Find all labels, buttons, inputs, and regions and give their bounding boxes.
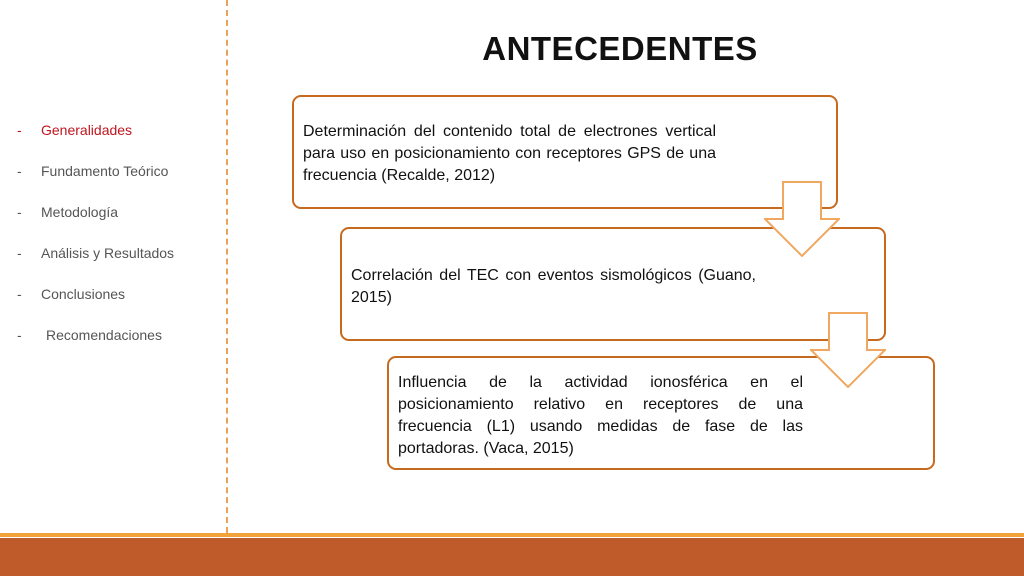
- nav-item-analisis-resultados[interactable]: [17, 245, 174, 286]
- sidebar-nav: [17, 122, 174, 368]
- antecedent-box-recalde: [292, 95, 838, 209]
- nav-label: Análisis y Resultados: [41, 245, 175, 261]
- footer-accent-line: [0, 533, 1024, 537]
- antecedent-text: Determinación del contenido total de electrones vertical para uso en posicionamiento con receptores GPS de una frecuencia (Recalde, 2012): [303, 123, 716, 184]
- nav-dash: -: [17, 163, 22, 179]
- nav-dash: -: [17, 204, 22, 220]
- nav-item-fundamento-teorico[interactable]: [17, 163, 174, 204]
- nav-item-generalidades[interactable]: [17, 122, 174, 163]
- down-arrow-icon: [810, 312, 886, 388]
- nav-dash: -: [17, 122, 22, 138]
- down-arrow-icon: [764, 181, 840, 257]
- nav-dash: -: [17, 245, 22, 261]
- nav-dash: -: [17, 286, 22, 302]
- nav-item-metodologia[interactable]: [17, 204, 174, 245]
- nav-dash: -: [17, 327, 22, 343]
- nav-label: Conclusiones: [41, 286, 126, 302]
- nav-item-conclusiones[interactable]: [17, 286, 174, 327]
- nav-label: Fundamento Teórico: [41, 163, 169, 179]
- nav-label: Metodología: [41, 204, 119, 220]
- nav-label: Generalidades: [41, 122, 133, 138]
- page-title: ANTECEDENTES: [482, 30, 758, 67]
- nav-label: Recomendaciones: [46, 327, 162, 343]
- nav-item-recomendaciones[interactable]: [17, 327, 174, 368]
- vertical-divider: [226, 0, 228, 533]
- antecedent-text: Correlación del TEC con eventos sismológicos (Guano, 2015): [351, 267, 756, 306]
- footer-bar: [0, 538, 1024, 576]
- antecedent-text: Influencia de la actividad ionosférica en el posicionamiento relativo en receptores de una frecuencia (L1) usando medidas de fase de las portadoras. (Vaca, 2015): [398, 374, 803, 457]
